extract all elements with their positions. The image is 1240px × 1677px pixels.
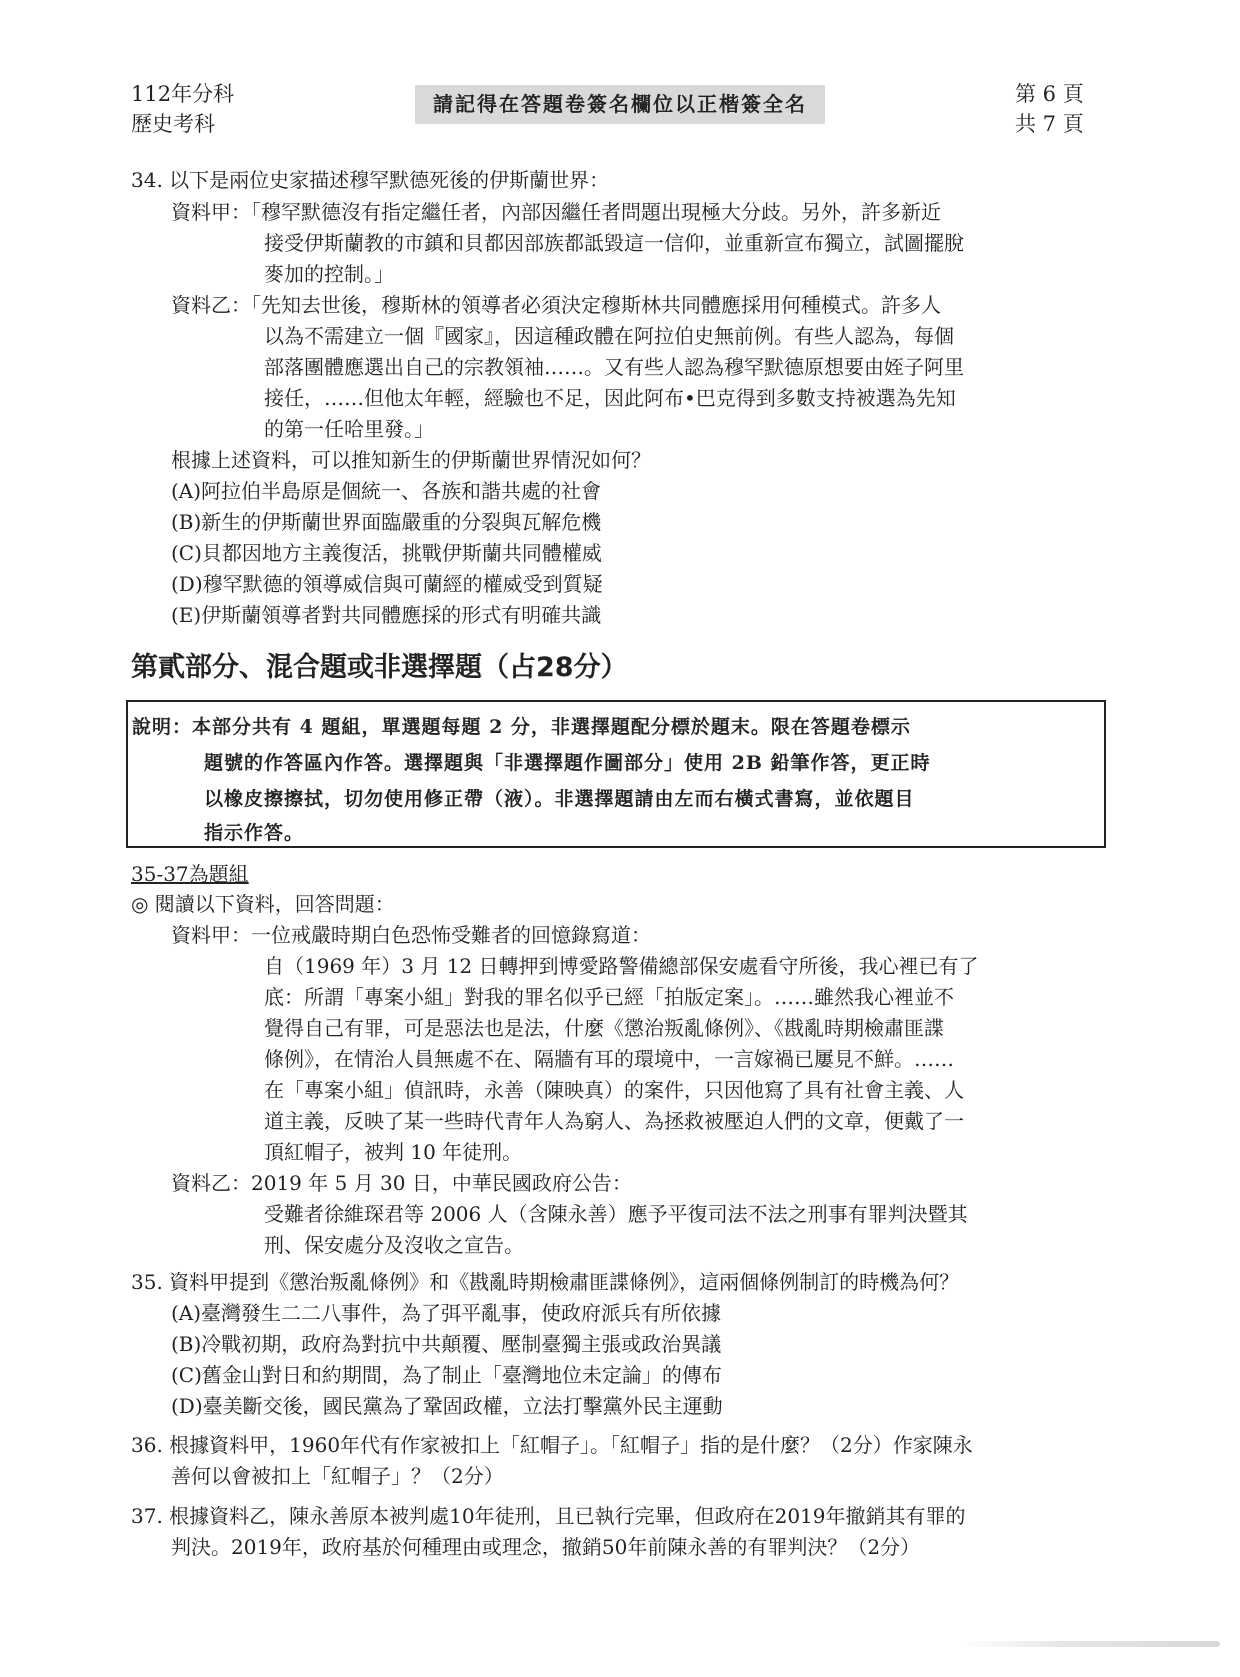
reading-sourceB-head: 資料乙：2019 年 5 月 30 日，中華民國政府公告： — [171, 1171, 632, 1195]
page-total: 共 7 頁 — [1015, 112, 1084, 136]
instruction-line: 題號的作答區內作答。選擇題與「非選擇題作圖部分」使用 2B 鉛筆作答，更正時 — [204, 752, 931, 774]
q34-sourceA-line: 資料甲：「穆罕默德沒有指定繼任者，內部因繼任者問題出現極大分歧。另外，許多新近 — [171, 200, 941, 224]
reading-sourceA-line: 頂紅帽子，被判 10 年徒刑。 — [264, 1140, 523, 1164]
q34-sourceB-line: 接任，……但他太年輕，經驗也不足，因此阿布•巴克得到多數支持被選為先知 — [264, 386, 956, 410]
header-exam-name: 歷史考科 — [131, 112, 215, 136]
reading-sourceA-line: 覺得自己有罪，可是惡法也是法，什麼《懲治叛亂條例》、《戡亂時期檢肅匪諜 — [264, 1016, 944, 1040]
scroll-indicator — [960, 1641, 1220, 1647]
q37-line: 37. 根據資料乙，陳永善原本被判處10年徒刑，且已執行完畢，但政府在2019年撤銷其有罪的 — [131, 1504, 966, 1528]
q34-option-c: (C)貝都因地方主義復活，挑戰伊斯蘭共同體權威 — [171, 541, 602, 565]
q34-sourceA-line: 麥加的控制。」 — [264, 262, 394, 286]
q35-option-d: (D)臺美斷交後，國民黨為了鞏固政權，立法打擊黨外民主運動 — [171, 1394, 723, 1418]
q34-sourceB-line: 部落團體應選出自己的宗教領袖……。又有些人認為穆罕默德原想要由姪子阿里 — [264, 355, 964, 379]
reading-sourceA-line: 底：所謂「專案小組」對我的罪名似乎已經「拍版定案」。……雖然我心裡並不 — [264, 985, 954, 1009]
reading-sourceA-line: 條例》，在情治人員無處不在、隔牆有耳的環境中，一言嫁禍已屢見不鮮。…… — [264, 1047, 954, 1071]
q34-option-b: (B)新生的伊斯蘭世界面臨嚴重的分裂與瓦解危機 — [171, 510, 602, 534]
q34-sourceA-line: 接受伊斯蘭教的市鎮和貝都因部族都詆毀這一信仰，並重新宣布獨立，試圖擺脫 — [264, 231, 964, 255]
q35-stem: 35. 資料甲提到《懲治叛亂條例》和《戡亂時期檢肅匪諜條例》，這兩個條例制訂的時機為何？ — [131, 1270, 960, 1294]
reading-sourceA-line: 自（1969 年）3 月 12 日轉押到博愛路警備總部保安處看守所後，我心裡已有了 — [264, 954, 979, 978]
q34-sourceB-line: 資料乙：「先知去世後，穆斯林的領導者必須決定穆斯林共同體應採用何種模式。許多人 — [171, 293, 941, 317]
q36-line: 36. 根據資料甲，1960年代有作家被扣上「紅帽子」。「紅帽子」指的是什麼？（2分）作家陳永 — [131, 1433, 973, 1457]
q34-stem: 34. 以下是兩位史家描述穆罕默德死後的伊斯蘭世界： — [131, 168, 610, 192]
q34-option-e: (E)伊斯蘭領導者對共同體應採的形式有明確共識 — [171, 603, 602, 627]
header-subject — [131, 79, 234, 139]
q35-option-b: (B)冷戰初期，政府為對抗中共顛覆、壓制臺獨主張或政治異議 — [171, 1332, 722, 1356]
instruction-line: 以橡皮擦擦拭，切勿使用修正帶（液）。非選擇題請由左而右橫式書寫，並依題目 — [204, 788, 915, 810]
instruction-line: 說明：本部分共有 4 題組，單選題每題 2 分，非選擇題配分標於題末。限在答題卷標示 — [132, 716, 911, 738]
q37-line: 判決。2019年，政府基於何種理由或理念，撤銷50年前陳永善的有罪判決？（2分） — [171, 1535, 921, 1559]
reading-sourceA-line: 道主義，反映了某一些時代青年人為窮人、為拯救被壓迫人們的文章，便戴了一 — [264, 1109, 964, 1133]
q34-option-d: (D)穆罕默德的領導威信與可蘭經的權威受到質疑 — [171, 572, 603, 596]
reading-sourceA-head: 資料甲：一位戒嚴時期白色恐怖受難者的回憶錄寫道： — [171, 923, 651, 947]
question-group-title: 35-37為題組 — [131, 862, 249, 886]
q35-option-c: (C)舊金山對日和約期間，為了制止「臺灣地位未定論」的傳布 — [171, 1363, 722, 1387]
q34-question: 根據上述資料，可以推知新生的伊斯蘭世界情況如何？ — [171, 448, 651, 472]
q34-option-a: (A)阿拉伯半島原是個統一、各族和諧共處的社會 — [171, 479, 602, 503]
reading-sourceB-line: 受難者徐維琛君等 2006 人（含陳永善）應予平復司法不法之刑事有罪判決暨其 — [264, 1202, 968, 1226]
reading-intro: ◎ 閱讀以下資料，回答問題： — [131, 892, 395, 916]
reading-sourceA-line: 在「專案小組」偵訊時，永善（陳映真）的案件，只因他寫了具有社會主義、人 — [264, 1078, 964, 1102]
q35-option-a: (A)臺灣發生二二八事件，為了弭平亂事，使政府派兵有所依據 — [171, 1301, 722, 1325]
header-year-subject: 112年分科 — [131, 82, 235, 106]
q34-sourceB-line: 的第一任哈里發。」 — [264, 417, 434, 441]
section-title: 第貳部分、混合題或非選擇題（占28分） — [131, 652, 628, 683]
header-reminder-banner: 請記得在答題卷簽名欄位以正楷簽全名 — [415, 85, 825, 124]
page-current: 第 6 頁 — [1015, 82, 1084, 106]
instruction-box — [126, 700, 1106, 848]
header-page-number — [1015, 79, 1084, 139]
instruction-line: 指示作答。 — [204, 822, 305, 844]
q36-line: 善何以會被扣上「紅帽子」？（2分） — [171, 1464, 504, 1488]
reading-sourceB-line: 刑、保安處分及沒收之宣告。 — [264, 1233, 524, 1257]
q34-sourceB-line: 以為不需建立一個『國家』，因這種政體在阿拉伯史無前例。有些人認為，每個 — [264, 324, 954, 348]
